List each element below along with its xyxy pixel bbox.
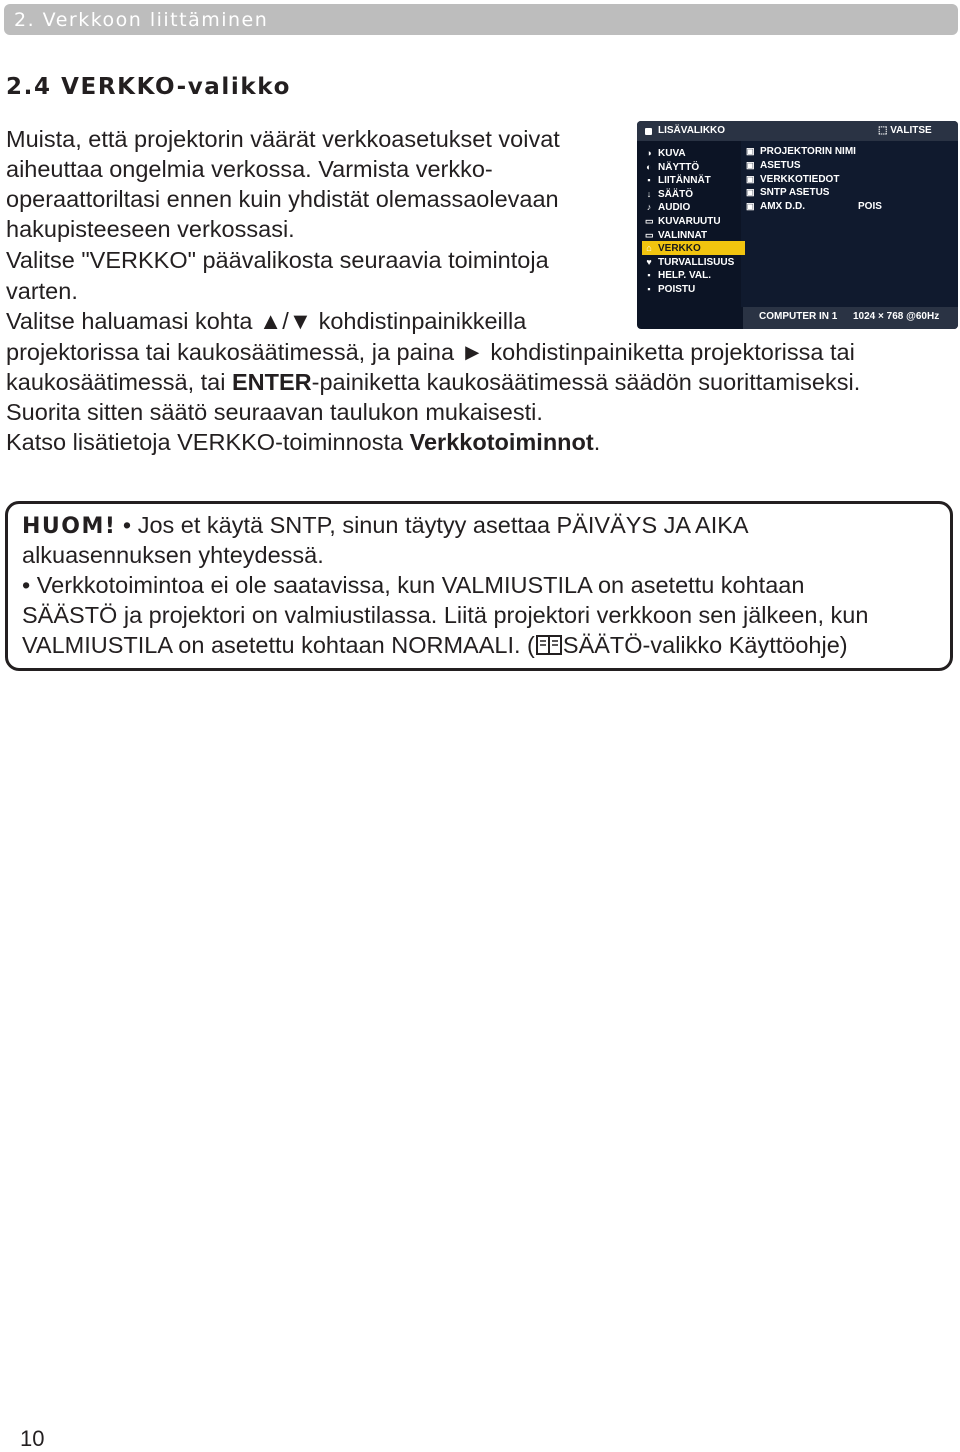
- osd-menu-item[interactable]: VERKKO: [658, 243, 701, 255]
- submenu-item-icon: ▣: [746, 187, 755, 198]
- osd-submenu-item[interactable]: AMX D.D.: [760, 201, 805, 213]
- note-line-2: alkuasennuksen yhteydessä.: [22, 542, 324, 568]
- enter-key-label: ENTER: [231, 369, 312, 395]
- intro-line-10: Suorita sitten säätö seuraavan taulukon mukaisesti.: [6, 399, 543, 425]
- menu-item-icon: ◐: [646, 161, 652, 172]
- intro-line-7: Valitse haluamasi kohta ▲/▼ kohdistinpainikkeilla: [6, 308, 527, 334]
- note-line-3: • Verkkotoimintoa ei ole saatavissa, kun VALMIUSTILA on asetettu kohtaan: [22, 572, 805, 598]
- osd-menu-item[interactable]: NÄYTTÖ: [658, 161, 700, 173]
- down-arrow-icon: ▼: [288, 308, 313, 334]
- menu-item-icon: ▭: [645, 216, 654, 226]
- osd-menu-item[interactable]: SÄÄTÖ: [658, 188, 693, 200]
- osd-menu-item[interactable]: AUDIO: [658, 202, 691, 214]
- note-line-5: [22, 630, 848, 660]
- select-suffix: kohdistinpainikkeilla: [312, 308, 527, 334]
- intro-line-1: Muista, että projektorin väärät verkkoasetukset voivat: [6, 126, 560, 152]
- intro-line-4: hakupisteeseen verkossasi.: [6, 216, 295, 242]
- submenu-item-icon: ▣: [746, 159, 755, 170]
- menu-item-icon: ◑: [646, 148, 652, 158]
- saato-reference-link[interactable]: SÄÄTÖ-valikko Käyttöohje): [562, 632, 848, 658]
- submenu-item-icon: ▣: [746, 146, 755, 156]
- osd-menu-item[interactable]: TURVALLISUUS: [658, 256, 735, 268]
- projector-menu-screenshot: [637, 121, 958, 329]
- osd-menu-item[interactable]: HELP. VAL.: [658, 270, 711, 282]
- osd-menu-item[interactable]: KUVARUUTU: [658, 216, 721, 227]
- chapter-title: 2. Verkkoon liittäminen: [14, 9, 269, 31]
- intro-line-5: Valitse "VERKKO" päävalikosta seuraavia toimintoja: [6, 247, 549, 273]
- intro-line-11: [6, 427, 600, 457]
- menu-item-icon: ⌂: [646, 243, 652, 254]
- right-arrow-icon: ►: [460, 339, 484, 365]
- line9-suffix: -painiketta kaukosäätimessä säädön suorittamiseksi.: [311, 369, 861, 395]
- amx-value: POIS: [858, 201, 882, 212]
- menu-item-icon: ♥: [646, 256, 652, 267]
- osd-title: LISÄVALIKKO: [658, 125, 726, 136]
- note-line-1: [22, 510, 749, 542]
- note-label: HUOM!: [22, 514, 117, 539]
- section-title: 2.4 VERKKO-valikko: [6, 74, 291, 100]
- line8-suffix: kohdistinpainiketta projektorissa tai: [483, 339, 855, 365]
- osd-menu-item[interactable]: KUVA: [658, 148, 686, 159]
- line11-prefix: Katso lisätietoja VERKKO-toiminnosta: [6, 429, 410, 455]
- intro-line-3: operaattoriltasi ennen kuin yhdistät olemassaolevaan: [6, 186, 559, 212]
- note-text-5: VALMIUSTILA on asetettu kohtaan NORMAALI. (: [22, 632, 535, 658]
- intro-line-9: [6, 367, 860, 397]
- note-box: [5, 501, 953, 671]
- page-number: 10: [20, 1426, 45, 1451]
- menu-item-icon: ↓: [646, 188, 652, 199]
- intro-line-8: [6, 337, 855, 367]
- select-prefix: Valitse haluamasi kohta: [6, 308, 259, 334]
- status-input: COMPUTER IN 1: [759, 311, 838, 322]
- menu-item-icon: ♪: [646, 202, 652, 213]
- book-icon: [535, 634, 563, 656]
- submenu-item-icon: ▣: [746, 173, 755, 184]
- intro-line-2: aiheuttaa ongelmia verkossa. Varmista verkko-: [6, 156, 493, 182]
- osd-menu-item[interactable]: VALINNAT: [658, 229, 708, 241]
- menu-item-icon: ▪: [647, 175, 651, 186]
- menu-item-icon: ▪: [647, 270, 651, 281]
- line9-prefix: kaukosäätimessä, tai: [6, 369, 232, 395]
- osd-submenu-item[interactable]: ASETUS: [760, 159, 801, 171]
- select-hint-icon: ⬚: [878, 125, 891, 136]
- submenu-item-icon: ▣: [746, 201, 755, 212]
- menu-item-icon: ▪: [647, 284, 651, 294]
- osd-select-label: VALITSE: [890, 125, 932, 136]
- menu-square-icon: [645, 128, 652, 135]
- osd-select-hint: [878, 125, 932, 136]
- status-signal: 1024 × 768 @60Hz: [853, 311, 940, 322]
- note-line-4: SÄÄSTÖ ja projektori on valmiustilassa. Liitä projektori verkkoon sen jälkeen, kun: [22, 602, 869, 628]
- menu-item-icon: ▭: [645, 229, 654, 240]
- osd-submenu-item[interactable]: PROJEKTORIN NIMI: [760, 146, 856, 157]
- line8-prefix: projektorissa tai kaukosäätimessä, ja paina: [6, 339, 461, 365]
- osd-menu-item[interactable]: LIITÄNNÄT: [658, 175, 711, 187]
- up-arrow-icon: ▲: [258, 308, 283, 334]
- verkkotoiminnot-link[interactable]: Verkkotoiminnot: [409, 429, 594, 455]
- osd-submenu-item[interactable]: VERKKOTIEDOT: [760, 173, 840, 185]
- osd-menu-item[interactable]: POISTU: [658, 284, 696, 295]
- osd-submenu-item[interactable]: SNTP ASETUS: [760, 187, 830, 199]
- line11-suffix: .: [593, 429, 601, 455]
- intro-line-6: varten.: [6, 278, 78, 304]
- chapter-header: [4, 4, 958, 35]
- note-text-1: • Jos et käytä SNTP, sinun täytyy asettaa PÄIVÄYS JA AIKA: [116, 512, 749, 538]
